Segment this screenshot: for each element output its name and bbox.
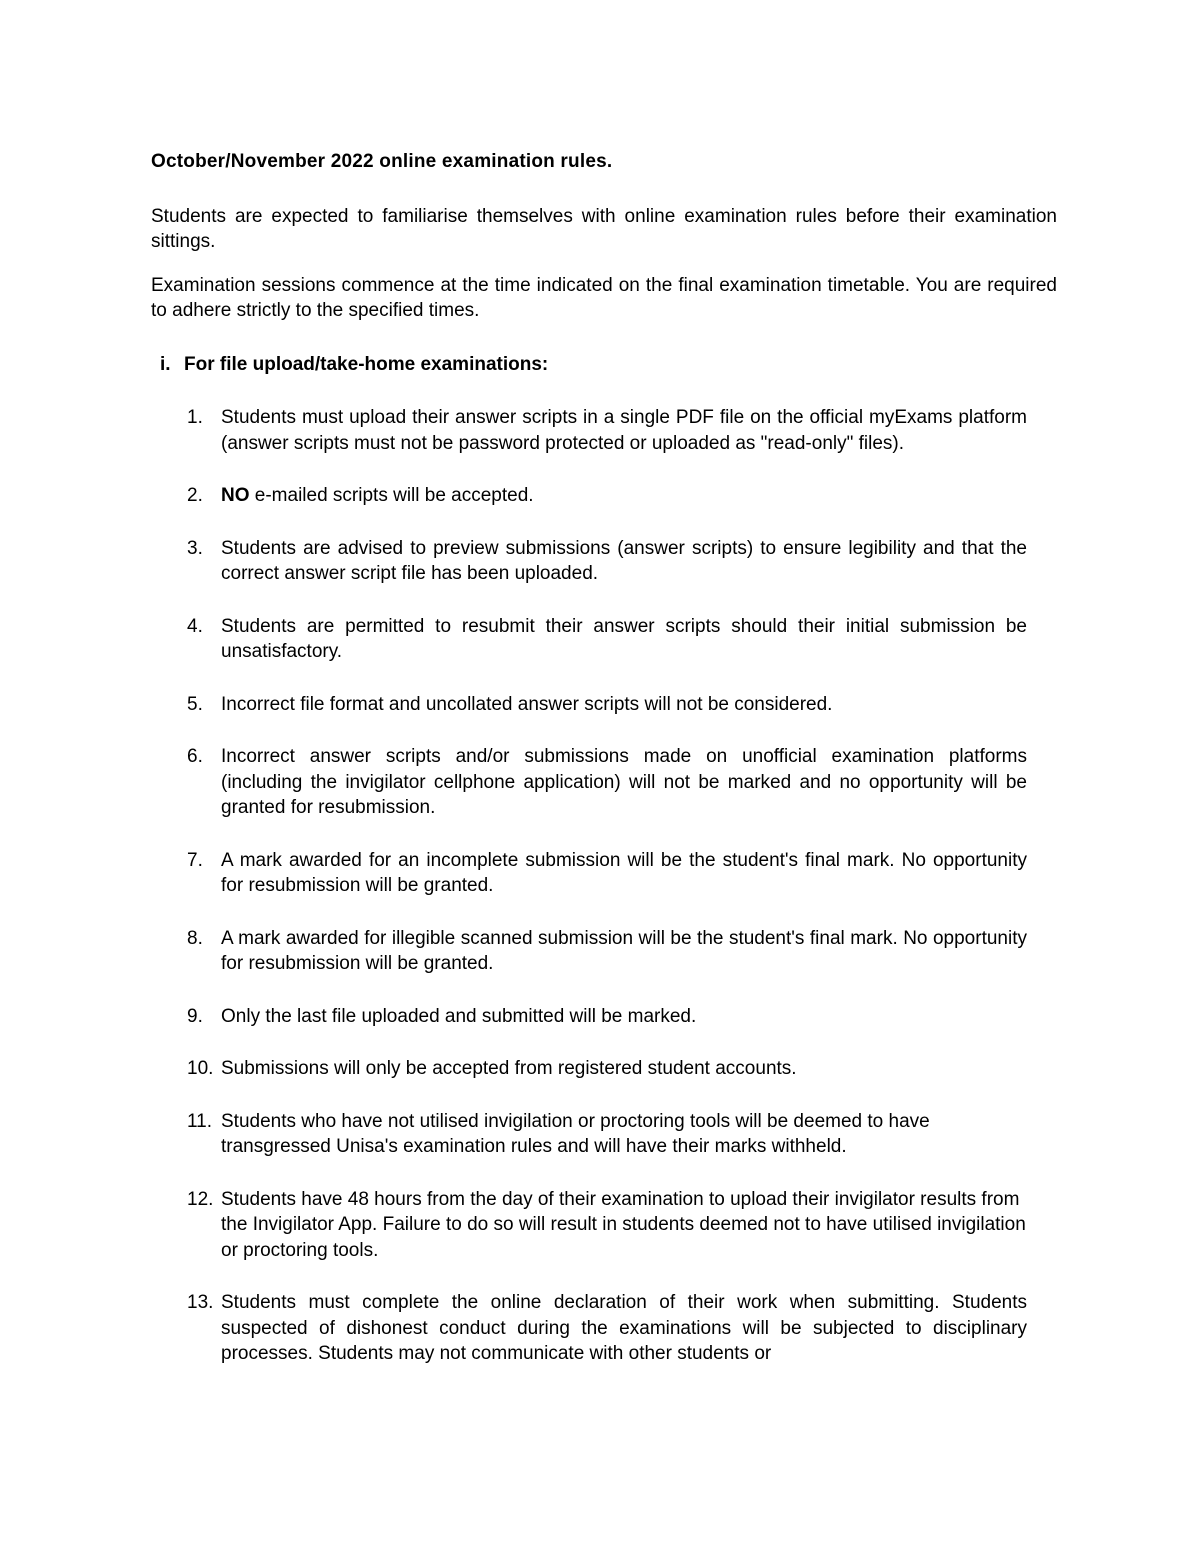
list-item — [151, 1187, 1027, 1264]
rule-text: Students are advised to preview submissions (answer scripts) to ensure legibility and that the correct answer script file has been uploaded. — [221, 537, 1027, 584]
rule-number: 6. — [187, 746, 203, 767]
list-item — [151, 405, 1027, 456]
section-heading-text: For file upload/take-home examinations: — [184, 354, 549, 375]
list-item — [151, 1056, 1027, 1082]
rule-number: 12. — [187, 1188, 214, 1210]
rule-text: Students who have not utilised invigilation or proctoring tools will be deemed to have transgressed Unisa's examination rules and will have their marks withheld. — [221, 1110, 930, 1157]
list-item — [151, 1109, 1027, 1160]
section-marker: i. — [160, 354, 171, 375]
rule-bold-lead: NO — [221, 485, 250, 506]
rule-number: 8. — [187, 927, 203, 949]
rule-text: A mark awarded for an incomplete submission will be the student's final mark. No opportunity for resubmission will be granted. — [221, 849, 1027, 896]
list-item — [151, 848, 1027, 899]
rule-number: 1. — [187, 407, 203, 428]
rule-number: 10. — [187, 1058, 214, 1079]
rules-list — [151, 405, 1027, 1367]
rule-text: Students are permitted to resubmit their answer scripts should their initial submission be unsatisfactory. — [221, 615, 1027, 662]
list-item — [151, 926, 1027, 977]
list-item — [151, 1004, 1027, 1030]
rule-text: Students have 48 hours from the day of their examination to upload their invigilator results from the Invigilator App. Failure to do so will result in students deemed not to have utilised invigilation or proctoring tools. — [221, 1188, 1026, 1261]
rule-text: Submissions will only be accepted from registered student accounts. — [221, 1058, 797, 1079]
rule-number: 7. — [187, 849, 203, 871]
document-title: October/November 2022 online examination rules. — [151, 151, 613, 172]
rule-number: 4. — [187, 615, 203, 637]
rule-text: Only the last file uploaded and submitted will be marked. — [221, 1005, 697, 1027]
rule-text: Incorrect answer scripts and/or submissions made on unofficial examination platforms (including the invigilator cellphone application) will not be marked and no opportunity will be granted for resubmission. — [221, 746, 1027, 818]
rule-text: Students must upload their answer scripts in a single PDF file on the official myExams platform (answer scripts must not be password protected or uploaded as "read-only" files). — [221, 407, 1027, 454]
section-heading — [160, 353, 1057, 377]
list-item — [151, 1290, 1027, 1367]
rule-text — [221, 483, 1027, 509]
rule-number: 5. — [187, 693, 203, 715]
document-page — [151, 150, 1057, 1394]
rule-text: A mark awarded for illegible scanned submission will be the student's final mark. No opportunity for resubmission will be granted. — [221, 927, 1027, 974]
rule-text-rest: e-mailed scripts will be accepted. — [249, 485, 534, 506]
rule-number: 9. — [187, 1005, 203, 1027]
rule-text: Students must complete the online declaration of their work when submitting. Students suspected of dishonest conduct during the examinations will be subjected to disciplinary processes. Students may not communicate with other students or — [221, 1292, 1027, 1364]
intro-paragraph-2: Examination sessions commence at the time indicated on the final examination timetable. You are required to adhere strictly to the specified times. — [151, 275, 1057, 321]
list-item — [151, 483, 1027, 509]
rule-number: 11. — [187, 1110, 213, 1132]
list-item — [151, 692, 1027, 718]
rule-text: Incorrect file format and uncollated answer scripts will not be considered. — [221, 693, 833, 715]
intro-paragraph-1: Students are expected to familiarise themselves with online examination rules before their examination sittings. — [151, 206, 1057, 252]
list-item — [151, 614, 1027, 665]
rule-number: 3. — [187, 537, 203, 559]
list-item — [151, 536, 1027, 587]
rule-number: 2. — [187, 485, 203, 506]
list-item — [151, 744, 1027, 821]
rule-number: 13. — [187, 1292, 214, 1313]
